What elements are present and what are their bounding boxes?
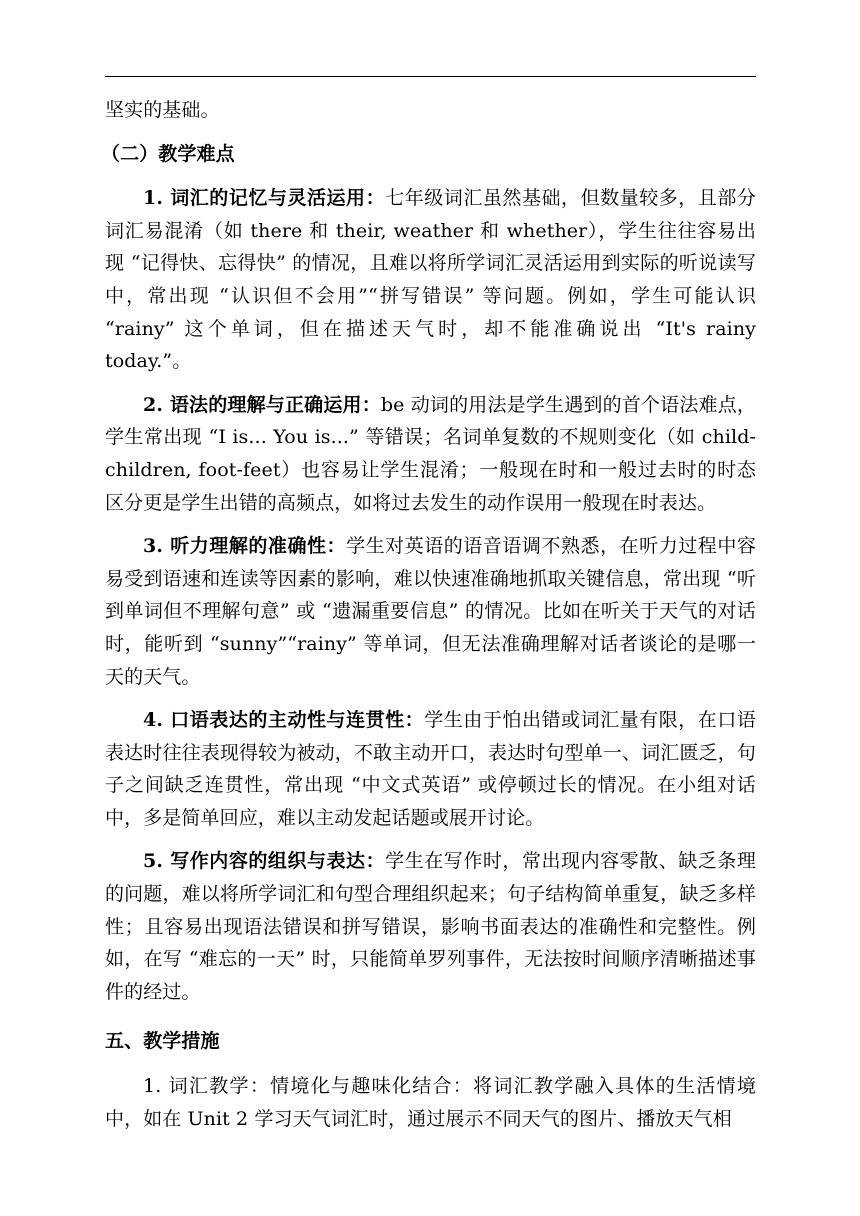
difficulty-item-4-lead: 4. 口语表达的主动性与连贯性： <box>143 709 425 732</box>
subsection-heading: （二）教学难点 <box>101 142 235 165</box>
difficulty-item-1 <box>105 182 756 378</box>
measure-item-1-body: 将词汇教学融入具体的生活情境中，如在 Unit 2 学习天气词汇时，通过展示不同天气的图片、播放天气相 <box>105 1075 757 1130</box>
difficulty-item-5-lead: 5. 写作内容的组织与表达： <box>143 850 386 873</box>
measure-item-1 <box>105 1070 756 1135</box>
difficulty-item-5 <box>105 845 756 1008</box>
difficulty-item-4 <box>105 704 756 834</box>
continuation-paragraph: 坚实的基础。 <box>105 99 220 121</box>
difficulty-item-2 <box>105 389 756 519</box>
header-rule <box>105 76 756 77</box>
difficulty-item-3 <box>105 530 756 693</box>
difficulty-item-1-lead: 1. 词汇的记忆与灵活运用： <box>143 187 386 210</box>
difficulty-item-5-body: 学生在写作时，常出现内容零散、缺乏条理的问题，难以将所学词汇和句型合理组织起来；句子结构简单重复，缺乏多样性；且容易出现语法错误和拼写错误，影响书面表达的准确性和完整性。例如，在写 “难忘的一天” 时，只能简单罗列事件，无法按时间顺序清晰描述事件的经过。 <box>105 850 756 1003</box>
difficulty-item-1-body: 七年级词汇虽然基础，但数量较多，且部分词汇易混淆（如 there 和 their, weather 和 whether），学生往往容易出现 “记得快、忘得快” 的情况，且难以将所学词汇灵活运用到实际的听说读写中，常出现 “认识但不会用”“拼写错误” 等问题。例如，学生可能认识 “rainy” 这个单词，但在描述天气时，却不能准确说出 “It's rainy today.”。 <box>105 187 756 373</box>
difficulty-item-4-body: 学生由于怕出错或词汇量有限，在口语表达时往往表现得较为被动，不敢主动开口，表达时句型单一、词汇匮乏，句子之间缺乏连贯性，常出现 “中文式英语” 或停顿过长的情况。在小组对话中，多是简单回应，难以主动发起话题或展开讨论。 <box>105 709 756 829</box>
page-content <box>101 94 757 1135</box>
difficulty-item-3-body: 学生对英语的语音语调不熟悉，在听力过程中容易受到语速和连读等因素的影响，难以快速准确地抓取关键信息，常出现 “听到单词但不理解句意” 或 “遗漏重要信息” 的情况。比如在听关于天气的对话时，能听到 “sunny”“rainy” 等单词，但无法准确理解对话者谈论的是哪一天的天气。 <box>105 535 756 688</box>
difficulty-item-3-lead: 3. 听力理解的准确性： <box>143 535 347 558</box>
section-heading: 五、教学措施 <box>105 1030 220 1053</box>
difficulty-item-2-lead: 2. 语法的理解与正确运用： <box>143 393 381 416</box>
difficulty-item-2-body: be 动词的用法是学生遇到的首个语法难点，学生常出现 “I is... You is...” 等错误；名词单复数的不规则变化（如 child-children, foot-feet）也容易让学生混淆；一般现在时和一般过去时的时态区分更是学生出错的高频点，如将过去发生的动作误用一般现在时表达。 <box>105 393 756 514</box>
measure-item-1-lead: 1. 词汇教学：情境化与趣味化结合： <box>143 1075 474 1098</box>
